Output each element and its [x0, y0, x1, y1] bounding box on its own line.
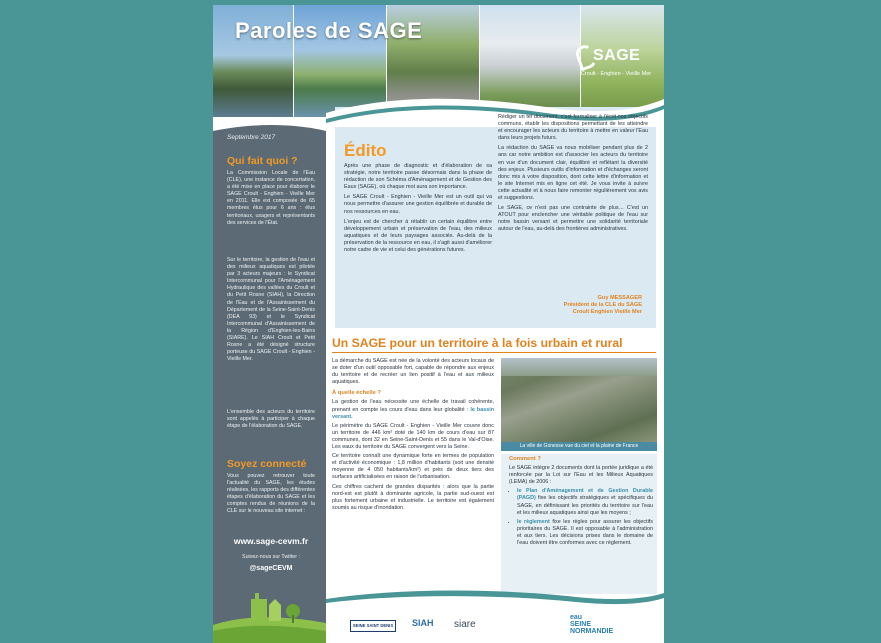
connect-paragraph: Vous pouvez retrouver toute l'actualité du SAGE, les études réalisées, les rapports des différentes étapes d'élaboration du SAGE et les comptes rendus de réunions de la CLE sur le nouveau site internet : — [227, 473, 315, 515]
partner-logos — [326, 609, 664, 643]
newsletter-page — [213, 5, 664, 643]
scale-subheading: À quelle échelle ? — [332, 390, 381, 397]
edito-column-left — [344, 163, 492, 257]
article-paragraph-5: Ces chiffres cachent de grandes disparités : alors que la partie nord-est est plutôt à dominante agricole, la partie sud-ouest est plus fortement urbaine et industrielle. Le territoire est également soumis au risque d'inondation. — [332, 483, 494, 511]
siah-logo: SIAH — [412, 618, 434, 628]
newsletter-title: Paroles de SAGE — [235, 18, 423, 43]
signature-role-2: Croult Enghien Vieille Mer — [572, 309, 642, 316]
seine-saint-denis-logo: SEINE SAINT DENIS — [350, 620, 396, 632]
connect-heading: Soyez connecté — [227, 458, 307, 470]
sage-logo — [571, 41, 661, 89]
twitter-label: Suivez-nous sur Twitter : — [242, 554, 300, 560]
edito-paragraph-5: La rédaction du SAGE va nous mobiliser pendant plus de 2 ans car notre ambition est d'associer les acteurs du territoire en vue d'un document clair, équilibré et reflétant la diversité des enjeux. Plusieurs outils d'information et d'échanges seront donc mis à votre disposition, dont cette lettre d'information et le site Internet mis en ligne cet été. Je vous invite à suivre cette actualité et à nous faire remonter régulièrement vos avis et suggestions. — [498, 145, 648, 202]
article-column-right — [509, 456, 653, 549]
twitter-handle[interactable]: @sageCEVM — [249, 565, 293, 572]
sidebar-village-illustration — [213, 585, 326, 643]
sage-documents-list — [509, 488, 653, 547]
website-link[interactable]: www.sage-cevm.fr — [233, 536, 309, 546]
article-paragraph-6: Le SAGE intègre 2 documents dont la portée juridique a été renforcée par la Loi sur l'Eau et les Milieux Aquatiques (LEMA) de 2006 : — [509, 465, 653, 486]
sidebar — [213, 117, 326, 643]
signature-name: Guy MESSAGER — [597, 295, 642, 301]
eau-seine-normandie-logo: eau SEINE NORMANDIE — [570, 614, 614, 635]
article-paragraph-4: Ce territoire connaît une dynamique forte en termes de population et d'activité économique : 1,8 million d'habitants (soit une densité moyenne de 4 050 habitants/km²) et près de deux tiers des surfaces artificialisées en raison de l'urbanisation. — [332, 453, 494, 481]
aerial-photo-gonesse — [501, 358, 657, 442]
pagd-highlight: le Plan d'Aménagement et de Gestion Durable (PAGD) — [517, 488, 653, 502]
watershed-highlight: le bassin versant. — [332, 406, 495, 420]
who-heading: Qui fait quoi ? — [227, 155, 298, 167]
signature-role-1: Président de la CLE du SAGE — [563, 302, 642, 309]
article-paragraph-2-text: La gestion de l'eau nécessite une échelle de travail cohérente, prenant en compte les cours d'eau dans leur globalité : — [332, 399, 494, 413]
aerial-photo-caption: La ville de Gonesse vue du ciel et la plaine de France — [501, 442, 657, 451]
edito-column-right — [498, 114, 648, 237]
article-heading-rule — [332, 352, 656, 353]
who-paragraph-3: L'ensemble des acteurs du territoire sont appelés à participer à chaque étape de l'élaboration du SAGE. — [227, 409, 315, 430]
sage-logo-subtitle: Croult - Enghien - Vieille Mer — [580, 71, 652, 77]
siare-logo: siare — [454, 619, 476, 630]
article-heading: Un SAGE pour un territoire à la fois urbain et rural — [332, 336, 623, 350]
edito-paragraph-3: L'enjeu est de chercher à rétablir un certain équilibre entre développement urbain et préservation de l'eau, des milieux aquatiques et de leurs paysages associés. Au-delà de la préservation de la ressource en eau, il s'agit aussi d'améliorer notre cadre de vie et celui des générations futures. — [344, 218, 492, 254]
list-item — [517, 519, 653, 547]
who-paragraph-2: Sur le territoire, la gestion de l'eau et des milieux aquatiques est pilotée par 3 acteurs majeurs : le Syndicat Intercommunal pour l'Aménagement Hydraulique des vallées du Croult et du Petit Rosne (SIAH), la Direction de l'Eau et de l'Assainissement du Département de la Seine-Saint-Denis (DEA 93) et le Syndicat Intercommunal d'Assainissement de la Région d'Enghien-les-Bains (SIARE). Le SIAH Croult et Petit Rosne a été désigné structure porteuse du SAGE Croult - Enghien - Vieille Mer. — [227, 257, 315, 363]
pagd-text: fixe les objectifs stratégiques et spécifiques du SAGE, en définissant les priorités du territoire sur l'eau et les milieux aquatiques ainsi que les moyens ; — [517, 495, 654, 516]
article-column-left — [332, 358, 494, 514]
edito-heading: Édito — [344, 141, 387, 160]
list-item — [517, 488, 653, 516]
how-subheading: Comment ? — [509, 456, 541, 462]
sage-logo-text: SAGE — [593, 47, 641, 64]
edito-paragraph-6: Le SAGE, ce n'est pas une contrainte de plus… C'est un ATOUT pour enclencher une véritable politique de l'eau sur notre bassin versant et permettre une solidarité territoriale autour de l'eau, au-delà des frontières administratives. — [498, 205, 648, 233]
regulation-highlight: le règlement — [517, 518, 550, 525]
article-paragraph-3: Le périmètre du SAGE Croult - Enghien - Vieille Mer couvre donc un territoire de 446 km² doté de 140 km de cours d'eau sur 87 communes, dont 32 en Seine-Saint-Denis et 55 dans le Val-d'Oise. Les eaux du territoire du SAGE convergent vers la Seine. — [332, 422, 494, 451]
footer-wave-decoration — [326, 589, 664, 609]
article-paragraph-2 — [332, 399, 494, 420]
article-paragraph-1: La démarche du SAGE est née de la volonté des acteurs locaux de se doter d'un outil opposable fort, capable de répondre aux enjeux du territoire et de recréer un lien positif à l'eau et aux milieux aquatiques. — [332, 358, 494, 386]
regulation-text: fixe les règles pour assurer les objectifs prioritaires du SAGE. Il est opposable à l'administration et aux tiers. Les décisions prises dans le domaine de l'eau doivent être conformes avec ce règlement. — [517, 518, 653, 547]
edito-paragraph-1: Après une phase de diagnostic et d'élaboration de sa stratégie, notre territoire passe désormais dans la phase de rédaction de son Schéma d'Aménagement et de Gestion des Eaux (SAGE), où chaque mot aura son importance. — [344, 163, 492, 191]
edito-paragraph-4: Rédiger un tel document, c'est formaliser à l'écrit nos objectifs communs, établir les dispositions permettant de les atteindre et encourager les acteurs du territoire à mettre en valeur l'Eau dans leurs projets futurs. — [498, 114, 648, 142]
issue-date: Septembre 2017 — [227, 134, 276, 141]
edito-signature — [564, 295, 642, 317]
edito-paragraph-2: Le SAGE Croult - Enghien - Vieille Mer est un outil qui va nous permettre d'assurer une gestion équilibrée et durable de nos ressources en eau. — [344, 194, 492, 215]
who-paragraph-1: La Commission Locale de l'Eau (CLE), une instance de concertation, a été mise en place pour élaborer le SAGE Croult - Enghien - Vieille Mer en 2011. Elle est composée de 65 membres élus pour 6 ans : élus territoriaux, usagers et représentants des services de l'État. — [227, 170, 315, 226]
